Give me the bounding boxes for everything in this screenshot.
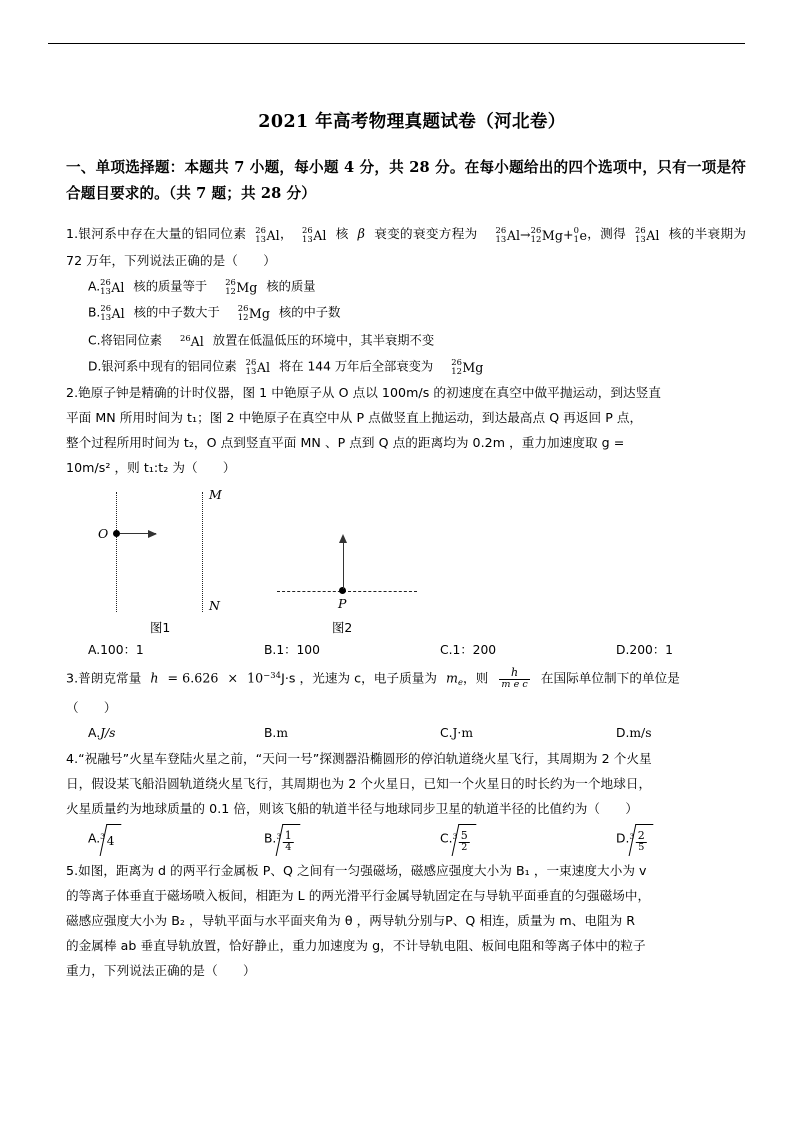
fig1-point-m-label: M [209,486,222,502]
q2-line-2: 平面 MN 所用时间为 t₁；图 2 中铯原子在真空中从 P 点做竖直上抛运动，到达最高点 Q 再返回 P 点， [66,409,643,425]
option-3C[interactable] [440,721,616,746]
option-4D-letter: D. [616,831,630,846]
option-3A-value: J/s [100,726,116,741]
nuclide-mg26-opt-b: 26 12 Mg [237,303,270,323]
option-1C-text-2: 放置在低温低压的环境中，其半衰期不变 [212,333,435,348]
option-4D[interactable] [616,822,650,856]
q3-text-part-5: ，则 [463,670,489,686]
section-heading: 一、单项选择题：本题共 7 小题，每小题 4 分，共 28 分。在每小题给出的四个选项中，只有一项是符合题目要求的。（共 7 题；共 28 分） [66,159,746,202]
q1-text-part-4: 衰变的衰变方程为 [373,226,478,241]
question-3-options [66,721,746,746]
option-1C[interactable] [88,326,746,354]
q3-text-part-2: = 6.626 [167,670,219,686]
planck-constant-symbol: h [150,670,159,686]
option-3B[interactable] [264,721,440,746]
cube-root-two-fifths: $^3$ $\frac{2}{5}$ [629,822,650,856]
q1-text-part-3: 核 [335,226,349,241]
option-1D-text-1: 银河系中现有的铝同位素 [101,359,237,374]
question-2-options [66,638,746,663]
nuclide-al26-opt-b: 26 13 Al [100,303,125,323]
question-4-options [66,822,746,856]
fig2-caption: 图2 [332,619,353,635]
option-3C-letter: C. [440,726,453,741]
option-2C-letter: C. [440,642,453,657]
option-1C-letter: C. [88,333,101,348]
cube-root-4: $^3$ 4 [100,822,117,856]
option-1A-text-2: 核的质量 [266,279,316,293]
fig1-caption: 图1 [150,619,171,635]
q5-line-3: 磁感应强度大小为 B₂ ，导轨平面与水平面夹角为 θ ，两导轨分别与P、Q 相连，质量为 m、电阻为 R [66,912,636,928]
option-3B-letter: B. [264,726,277,741]
option-4C[interactable] [440,822,616,856]
option-1B-text-2: 核的中子数 [278,305,341,319]
q1-text-part-6: 核 [668,226,682,241]
option-4A-letter: A. [88,831,101,846]
q1-text-part-7: 的半衰期为 72 万年，下列说法正确的是（ ） [66,226,746,268]
q3-power-base: 10 [247,670,264,686]
q3-text-part-4: J·s ，光速为 c，电子质量为 [281,670,438,686]
q5-line-1: 5.如图，距离为 d 的两平行金属板 P、Q 之间有一匀强磁场，磁感应强度大小为 B₁ ，一束速度大小为 v [66,862,647,878]
q5-line-4: 的金属棒 ab 垂直导轨放置，恰好静止，重力加速度为 g，不计导轨电阻、板间电阻和等离子体中的粒子 [66,937,646,953]
q5-line-5: 重力，下列说法正确的是（ ） [66,962,256,978]
option-1A[interactable] [88,274,746,300]
fig2-point-p-label: P [338,595,347,611]
electron-mass-subscript: e [458,677,464,688]
option-3B-value: m [276,726,289,741]
q2-line-3: 整个过程所用时间为 t₂，O 点到竖直平面 MN 、P 点到 Q 点的距离均为 0.2m ，重力加速度取 g = [66,434,625,450]
fig1-point-o-dot [113,530,120,537]
fig1-point-o-label: O [98,525,109,541]
option-1D-letter: D. [88,359,102,374]
option-4B[interactable] [264,822,440,856]
q4-line-1: 4.“祝融号”火星车登陆火星之前，“天问一号”探测器沿椭圆形的停泊轨道绕火星飞行，其周期为 2 个火星 [66,751,652,767]
decay-equation: 26 13 Al→ 26 12 Mg+ 0 1 e [495,225,587,245]
q2-line-1: 2.铯原子钟是精确的计时仪器，图 1 中铯原子从 O 点以 100m/s 的初速度在真空中做平抛运动，到达竖直 [66,384,661,400]
question-5-stem [66,858,746,983]
question-2-stem [66,380,746,480]
fig1-velocity-arrow [120,533,156,534]
option-2A[interactable] [88,638,264,663]
option-3A-letter: A. [88,726,101,741]
option-2D[interactable] [616,638,673,663]
nuclide-mg26-opt-d: 26 12 Mg [451,357,484,377]
q5-line-2: 的等离子体垂直于磁场喷入板间，相距为 L 的两光滑平行金属导轨固定在与导轨平面垂直的匀强磁场中， [66,887,651,903]
option-3D-value: m/s [629,726,652,741]
question-4-stem [66,746,746,821]
beta-symbol: β [357,226,365,241]
q1-text-part-1: 1.银河系中存在大量的铝同位素 [66,226,247,241]
option-2B[interactable] [264,638,440,663]
q3-text-part-1: 3.普朗克常量 [66,670,142,686]
option-1C-text-1: 将铝同位素 [100,333,162,348]
q4-line-3: 火星质量约为地球质量的 0.1 倍，则该飞船的轨道半径与地球同步卫星的轨道半径的比值约为（ ） [66,801,638,817]
fig2-dashed-horizontal-line [277,591,417,592]
option-1D[interactable] [88,354,746,380]
reaction-arrow: → [520,226,531,242]
option-4B-letter: B. [264,831,277,846]
nuclide-al26-opt-c: $^{26}$Al [180,332,204,349]
option-2A-letter: A. [88,642,101,657]
q4-line-2: 日，假设某飞船沿圆轨道绕火星飞行，其周期也为 2 个火星日，已知一个火星日的时长约为一个地球日， [66,776,652,792]
fig1-dashed-line-left [116,492,117,612]
option-2C[interactable] [440,638,616,663]
option-1A-letter: A. [88,279,101,293]
nuclide-al26-opt-d: 26 13 Al [245,357,270,377]
fig2-velocity-arrow [343,543,344,589]
q1-text-part-2: ， [279,226,293,241]
page-title: 2021 年高考物理真题试卷（河北卷） [258,112,566,132]
fig1-point-n-label: N [209,597,220,613]
option-1B-text-1: 核的中子数大于 [133,305,220,319]
multiplication-sign: × [227,670,239,686]
fig1-dashed-line-mn [202,492,203,612]
option-2A-value: 100：1 [100,642,144,657]
option-3D-letter: D. [616,726,630,741]
question-2-figures [90,486,510,636]
option-3A[interactable] [88,721,264,746]
cube-root-one-quarter: $^3$ $\frac{1}{4}$ [276,822,297,856]
q3-text-part-7: （ ） [66,700,117,716]
option-1B-letter: B. [88,305,101,319]
nuclide-al26-b: 26 13 Al [301,225,327,245]
nuclide-al26-opt-a: 26 13 Al [100,277,125,297]
option-4A[interactable] [88,822,264,856]
nuclide-mg26-opt-a: 26 12 Mg [225,277,258,297]
option-1D-text-2: 将在 144 万年后全部衰变为 [278,359,434,374]
cube-root-five-halves: $^3$ $\frac{5}{2}$ [453,822,474,856]
q3-power-exponent: −34 [263,669,282,680]
option-2B-value: 1：100 [276,642,320,657]
q1-text-part-5: ，测得 [587,226,627,241]
option-2C-value: 1：200 [452,642,497,657]
option-4C-letter: C. [440,831,453,846]
question-1-stem [66,221,746,273]
document-content [66,108,746,984]
option-2D-value: 200：1 [629,642,673,657]
q2-line-4: 10m/s² ，则 t₁:t₂ 为（ ） [66,459,236,475]
header-divider-rule [48,43,745,44]
option-3D[interactable] [616,721,652,746]
electron-mass-symbol: m [446,670,459,686]
option-1B[interactable] [88,300,746,326]
q3-text-part-6: 在国际单位制下的单位是 [540,670,680,686]
option-2B-letter: B. [264,642,277,657]
option-3C-value: J·m [452,726,473,741]
question-1-options [66,274,746,380]
nuclide-al26-c: 26 13 Al [635,225,660,245]
option-1A-text-1: 核的质量等于 [133,279,208,293]
h-over-mec-fraction: $\frac{h}{\text{m e c}}$ [501,666,528,691]
nuclide-al26-a: 26 13 Al [255,225,280,245]
question-3-stem [66,663,746,720]
option-2D-letter: D. [616,642,630,657]
